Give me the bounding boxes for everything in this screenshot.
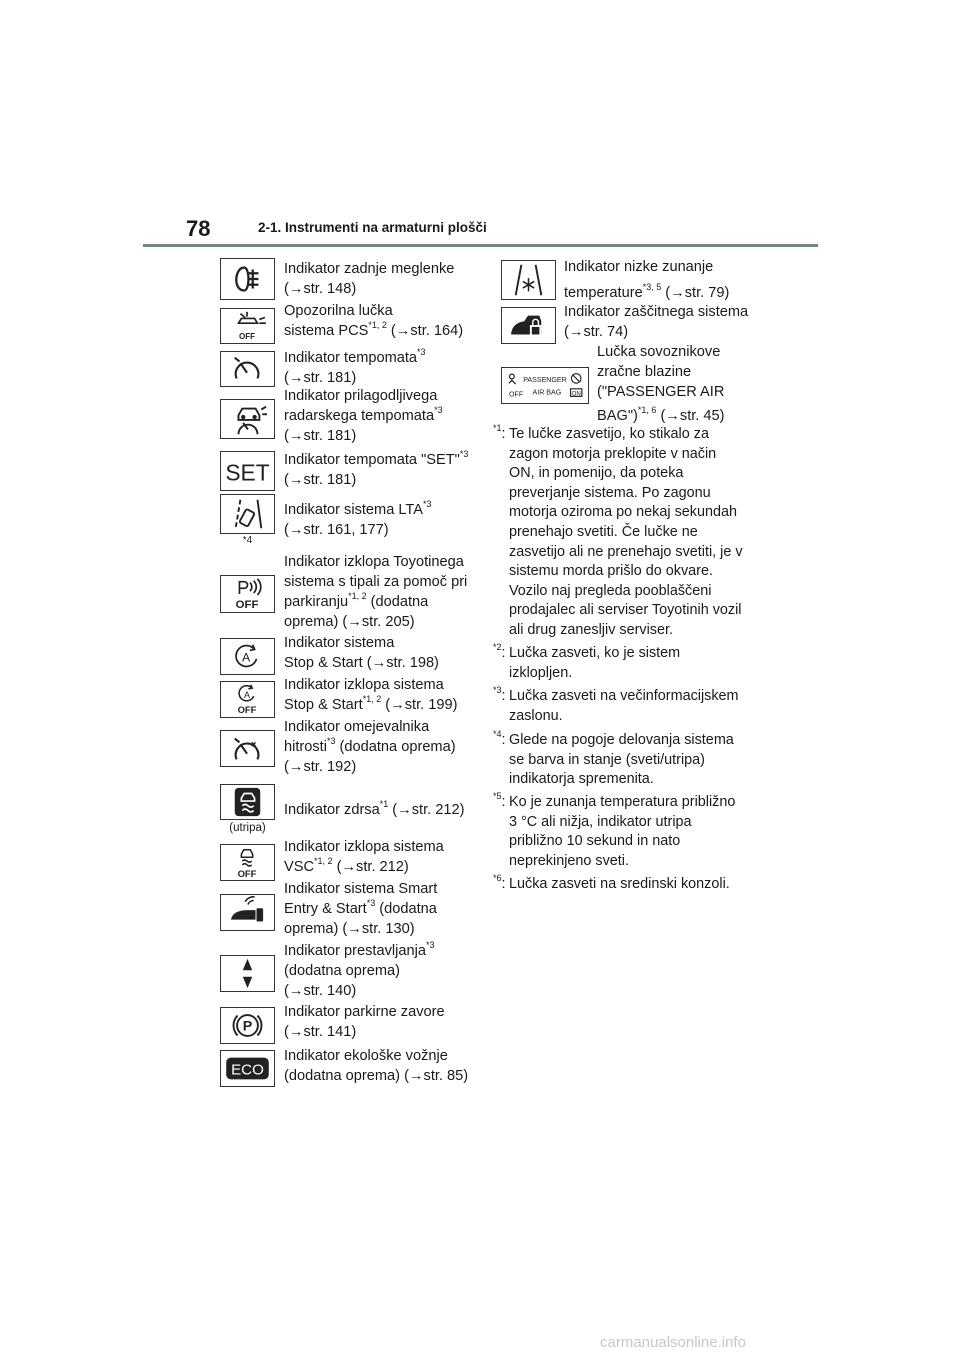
vsc-off-text: Indikator izklopa sistema VSC$^{*1, 2}$ (→str. 212): [284, 839, 444, 875]
stop-start-off-text: Indikator izklopa sistema Stop & Start$^{*1, 2}$ (→str. 199): [284, 677, 458, 713]
svg-text:OFF: OFF: [237, 869, 257, 880]
stop-start-icon: [220, 638, 275, 675]
smart-entry-icon: [220, 894, 275, 931]
svg-text:A: A: [244, 690, 251, 701]
footnote-3: $^{*3}$: Lučka zasveti na večinformacijskem zaslonu.: [493, 685, 739, 724]
shift-text: Indikator prestavljanja$^{*3}$ (dodatna oprema) (→str. 140): [284, 940, 435, 999]
footnote-1: $^{*1}$: Te lučke zasvetijo, ko stikalo za zagon motorja preklopite v način ON, in pomenijo, da poteka preverjanje sistema. Po zagonu motorja oziroma po nekaj sekundah prenehajo svetiti. Če lučke ne zasvetijo ali ne prenehajo svetiti, je v sistemu morda prišlo do okvare. Vozilo naj pregleda pooblaščeni prodajalec ali serviser Toyotinih vozil ali drug zanesljiv serviser.: [493, 423, 743, 638]
parking-brake-icon: [220, 1007, 275, 1044]
watermark: carmanualsonline.info: [600, 1334, 746, 1351]
speed-limiter-text: Indikator omejevalnika hitrosti$^{*3}$ (dodatna oprema) (→str. 192): [284, 719, 456, 775]
footnote-4: $^{*4}$: Glede na pogoje delovanja sistema se barva in stanje (sveti/utripa) indikatorja spremenita.: [493, 729, 734, 788]
pcs-off-icon: [220, 308, 275, 344]
speed-limiter-icon: [220, 730, 275, 767]
svg-text:OFF: OFF: [235, 599, 259, 612]
lta-icon: [220, 494, 275, 534]
passenger-airbag-icon: [501, 367, 589, 404]
airbag-passenger-label: PASSENGER: [523, 376, 567, 385]
shift-indicator-icon: [220, 955, 275, 992]
radar-cruise-text: Indikator prilagodljivega radarskega tempomata$^{*3}$ (→str. 181): [284, 388, 443, 444]
footnote-2: $^{*2}$: Lučka zasveti, ko je sistem izklopljen.: [493, 642, 681, 681]
airbag-airbag-label: AIR BAG: [532, 388, 562, 397]
slip-indicator-icon: [220, 784, 275, 820]
low-temperature-text: Indikator nizke zunanje temperature$^{*3, 5}$ (→str. 79): [564, 259, 730, 301]
airbag-off-label: OFF: [509, 390, 524, 399]
parking-brake-text: Indikator parkirne zavore (→str. 141): [284, 1004, 445, 1040]
passenger-airbag-text: Lučka sovoznikove zračne blazine ("PASSENGER AIR BAG")$^{*1, 6}$ (→str. 45): [597, 344, 725, 424]
set-text: Indikator tempomata "SET"$^{*3}$ (→str. 181): [284, 449, 469, 488]
svg-text:SET: SET: [225, 459, 270, 486]
cruise-control-icon: [220, 351, 275, 387]
parking-sensor-off-icon: [220, 575, 275, 613]
svg-text:OFF: OFF: [239, 332, 256, 342]
svg-text:ECO: ECO: [231, 1061, 264, 1079]
rear-fog-light-icon: [220, 258, 275, 300]
vsc-off-icon: [220, 844, 275, 881]
security-icon: [501, 307, 556, 344]
airbag-on-label: ON: [571, 390, 581, 398]
smart-entry-text: Indikator sistema Smart Entry & Start$^{*3}$ (dodatna oprema) (→str. 130): [284, 881, 438, 937]
stop-start-off-icon: [220, 681, 275, 718]
footnote-5: $^{*5}$: Ko je zunanja temperatura približno 3 °C ali nižja, indikator utripa približno 10 sekund in nato neprekinjeno sveti.: [493, 791, 736, 869]
footnote-6: $^{*6}$: Lučka zasveti na sredinski konzoli.: [493, 873, 730, 892]
lta-text: Indikator sistema LTA$^{*3}$ (→str. 161, 177): [284, 499, 432, 538]
slip-caption: (utripa): [229, 822, 266, 834]
section-title: 2-1. Instrumenti na armaturni plošči: [258, 220, 487, 235]
set-icon: [220, 451, 275, 491]
svg-text:A: A: [241, 650, 251, 665]
cruise-text: Indikator tempomata$^{*3}$ (→str. 181): [284, 347, 426, 386]
security-text: Indikator zaščitnega sistema (→str. 74): [564, 304, 749, 340]
pcs-text: Opozorilna lučka sistema PCS$^{*1, 2}$ (→str. 164): [284, 303, 464, 339]
eco-icon: [220, 1050, 275, 1087]
svg-text:OFF: OFF: [237, 705, 257, 717]
low-temperature-icon: [501, 260, 556, 300]
eco-text: Indikator ekološke vožnje (dodatna oprema) (→str. 85): [284, 1048, 469, 1084]
svg-text:P: P: [242, 1018, 253, 1035]
header-rule: [143, 244, 818, 247]
slip-text: Indikator zdrsa$^{*1}$ (→str. 212): [284, 799, 465, 818]
radar-cruise-icon: [220, 399, 275, 439]
stop-start-text: Indikator sistema Stop & Start (→str. 198): [284, 635, 439, 671]
rear-fog-text: Indikator zadnje meglenke (→str. 148): [284, 261, 455, 297]
parking-sensor-text: Indikator izklopa Toyotinega sistema s tipali za pomoč pri parkiranju$^{*1, 2}$ (dodatna oprema) (→str. 205): [284, 554, 468, 630]
page-number: 78: [186, 216, 211, 241]
lta-caption: *4: [242, 535, 253, 546]
